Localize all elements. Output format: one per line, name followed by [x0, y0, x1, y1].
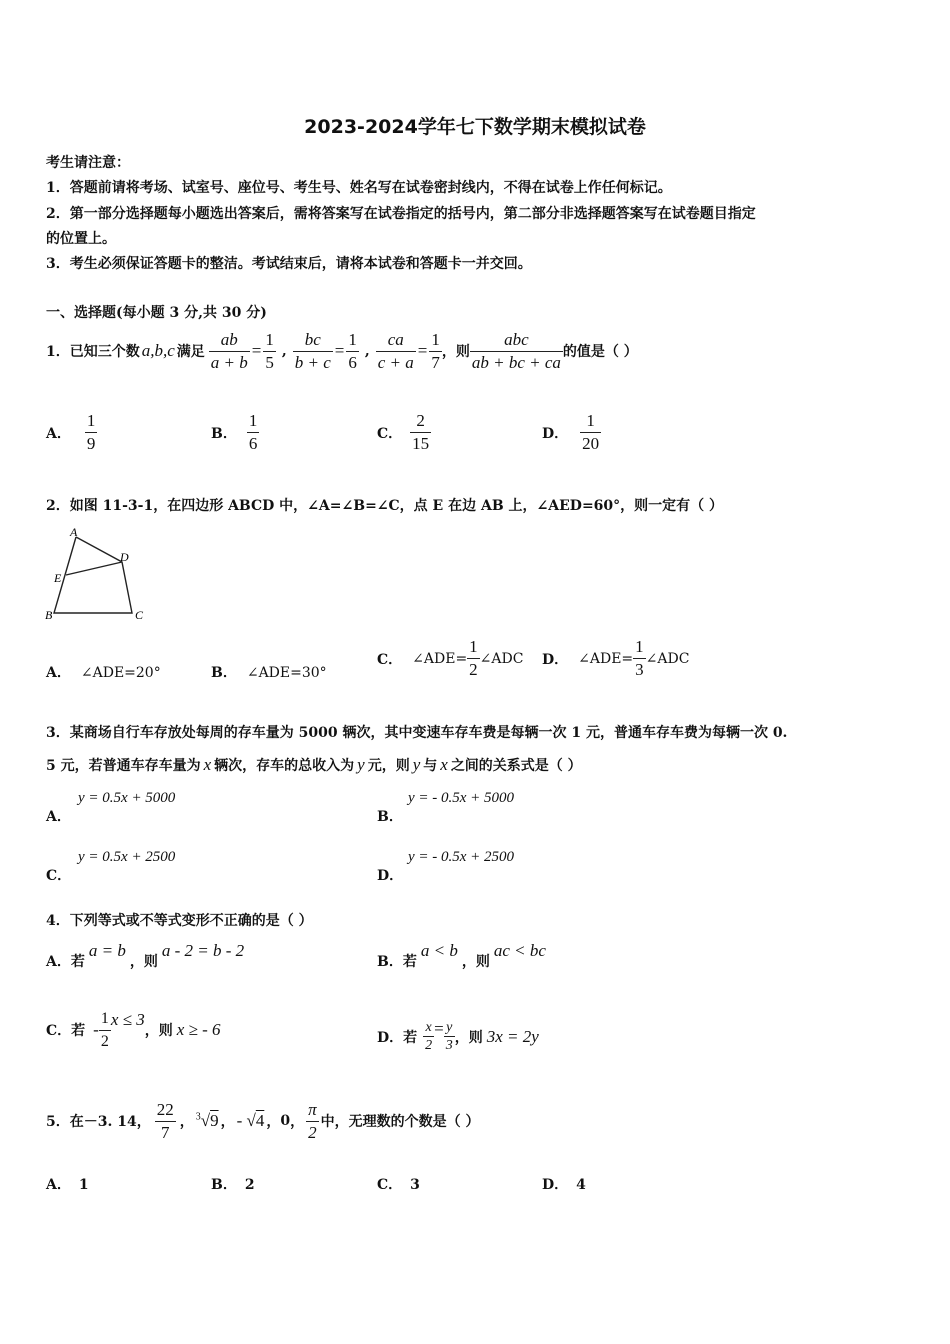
page-title: 2023-2024学年七下数学期末模拟试卷 — [304, 116, 646, 138]
question-5: 5．在－3. 14， $\frac{22}{7}$ ， $^3$√9 ， - √4 ， 0 ， $\frac{\pi}{2}$ 中，无理数的个数是（ ） — [46, 1099, 480, 1142]
label-d: D — [120, 550, 129, 564]
notice-item-3: 3．考生必须保证答题卡的整洁。考试结束后，请将本试卷和答题卡一并交回。 — [46, 256, 532, 272]
quadrilateral-figure — [40, 525, 160, 625]
q5-option-c: C． 3 — [377, 1177, 420, 1193]
q3-option-c-expr: y = 0.5x + 2500 — [78, 849, 176, 865]
q4-option-a: A． 若 a = b ，则 a - 2 = b - 2 — [46, 941, 245, 970]
question-4: 4．下列等式或不等式变形不正确的是（ ） — [46, 913, 313, 929]
q1-ratio3: $\frac{1}{7}$ — [431, 329, 440, 372]
negative-square-root: - √4 — [236, 1111, 265, 1130]
q1-suffix: 的值是（ ） — [562, 344, 638, 360]
q1-option-a: A． $\frac{1}{9}$ — [46, 411, 96, 453]
q3-option-d-label: D． — [377, 868, 404, 884]
label-c: C — [135, 608, 144, 622]
label-a: A — [70, 525, 78, 539]
q1-option-b: B． $\frac{1}{6}$ — [211, 411, 258, 453]
q1-vars: a,b,c — [141, 341, 175, 360]
q1-frac4: $\frac{\text{abc}}{ab + bc + ca}$ — [471, 329, 561, 372]
q2-option-c: C． ∠ADE= $\frac{1}{2}$ ∠ADC — [377, 637, 524, 679]
q5-option-a: A． 1 — [46, 1177, 89, 1193]
label-e: E — [54, 571, 62, 585]
q3-option-c-label: C． — [46, 868, 72, 884]
notice-item-2-cont: 的位置上。 — [46, 231, 116, 247]
label-b: B — [45, 608, 53, 622]
q1-mid: 满足 — [176, 344, 205, 360]
question-2: 2．如图 11-3-1，在四边形 ABCD 中，∠A=∠B=∠C，点 E 在边 AB 上，∠AED=60°，则一定有（ ） — [46, 498, 724, 514]
q3-option-d-expr: y = - 0.5x + 2500 — [408, 849, 515, 865]
question-3-line-1: 3．某商场自行车存放处每周的存车量为 5000 辆次，其中变速车存车费是每辆一次 1 元，普通车存车费为每辆一次 0. — [46, 725, 788, 741]
q4-option-b: B． 若 a < b ，则 ac < bc — [377, 941, 546, 970]
q1-prefix: 1．已知三个数 — [46, 344, 140, 360]
q1-frac3: $\frac{ca}{c + a}$ — [377, 329, 414, 372]
q1-then: ，则 — [441, 344, 470, 360]
q2-option-a: A． ∠ADE=20° — [46, 665, 161, 681]
q3-option-a-expr: y = 0.5x + 5000 — [78, 790, 176, 806]
q4-option-d: D． 若 $\frac{x}{2}$ = $\frac{y}{3}$ ，则 3x = 2y — [377, 1019, 539, 1053]
question-1: 1．已知三个数 a,b,c 满足 $\frac{ab}{a + b}$ = $\frac{1}{5}$ , $\frac{bc}{b + c}$ = $\frac{1}{6}$ , $\frac{ca}{c + a}$ = $\frac{1}{7}$ ，则 $\frac{\text{abc}}{ab + bc + ca}$ 的值是（ ） — [46, 329, 638, 372]
q3-option-a-label: A． — [46, 809, 71, 825]
notice-item-1: 1．答题前请将考场、试室号、座位号、考生号、姓名写在试卷密封线内，不得在试卷上作任何标记。 — [46, 180, 672, 196]
section-heading: 一、选择题(每小题 3 分,共 30 分) — [46, 305, 267, 321]
q1-ratio2: $\frac{1}{6}$ — [348, 329, 357, 372]
q3-option-b-expr: y = - 0.5x + 5000 — [408, 790, 515, 806]
q1-frac1: $\frac{ab}{a + b}$ — [210, 329, 248, 372]
cube-root: $^3$√9 — [195, 1111, 219, 1130]
q1-ratio1: $\frac{1}{5}$ — [265, 329, 274, 372]
notice-item-2: 2．第一部分选择题每小题选出答案后，需将答案写在试卷指定的括号内，第二部分非选择题答案写在试卷题目指定 — [46, 206, 756, 222]
question-3-line-2: 5 元，若普通车存车量为 x 辆次，存车的总收入为 y 元，则 y 与 x 之间的关系式是（ ） — [46, 755, 582, 774]
q2-option-d: D． ∠ADE= $\frac{1}{3}$ ∠ADC — [542, 637, 690, 679]
q1-option-c: C． $\frac{2}{15}$ — [377, 411, 430, 453]
notice-heading: 考生请注意： — [46, 155, 130, 171]
q1-frac2: $\frac{bc}{b + c}$ — [294, 329, 331, 372]
q2-option-b: B． ∠ADE=30° — [211, 665, 327, 681]
q3-option-b-label: B． — [377, 809, 403, 825]
q5-option-b: B． 2 — [211, 1177, 255, 1193]
q1-option-d: D． $\frac{1}{20}$ — [542, 411, 600, 453]
q5-option-d: D． 4 — [542, 1177, 586, 1193]
q4-option-c: C． 若 - $\frac{1}{2}$ x ≤ 3 ，则 x ≥ - 6 — [46, 1009, 221, 1050]
